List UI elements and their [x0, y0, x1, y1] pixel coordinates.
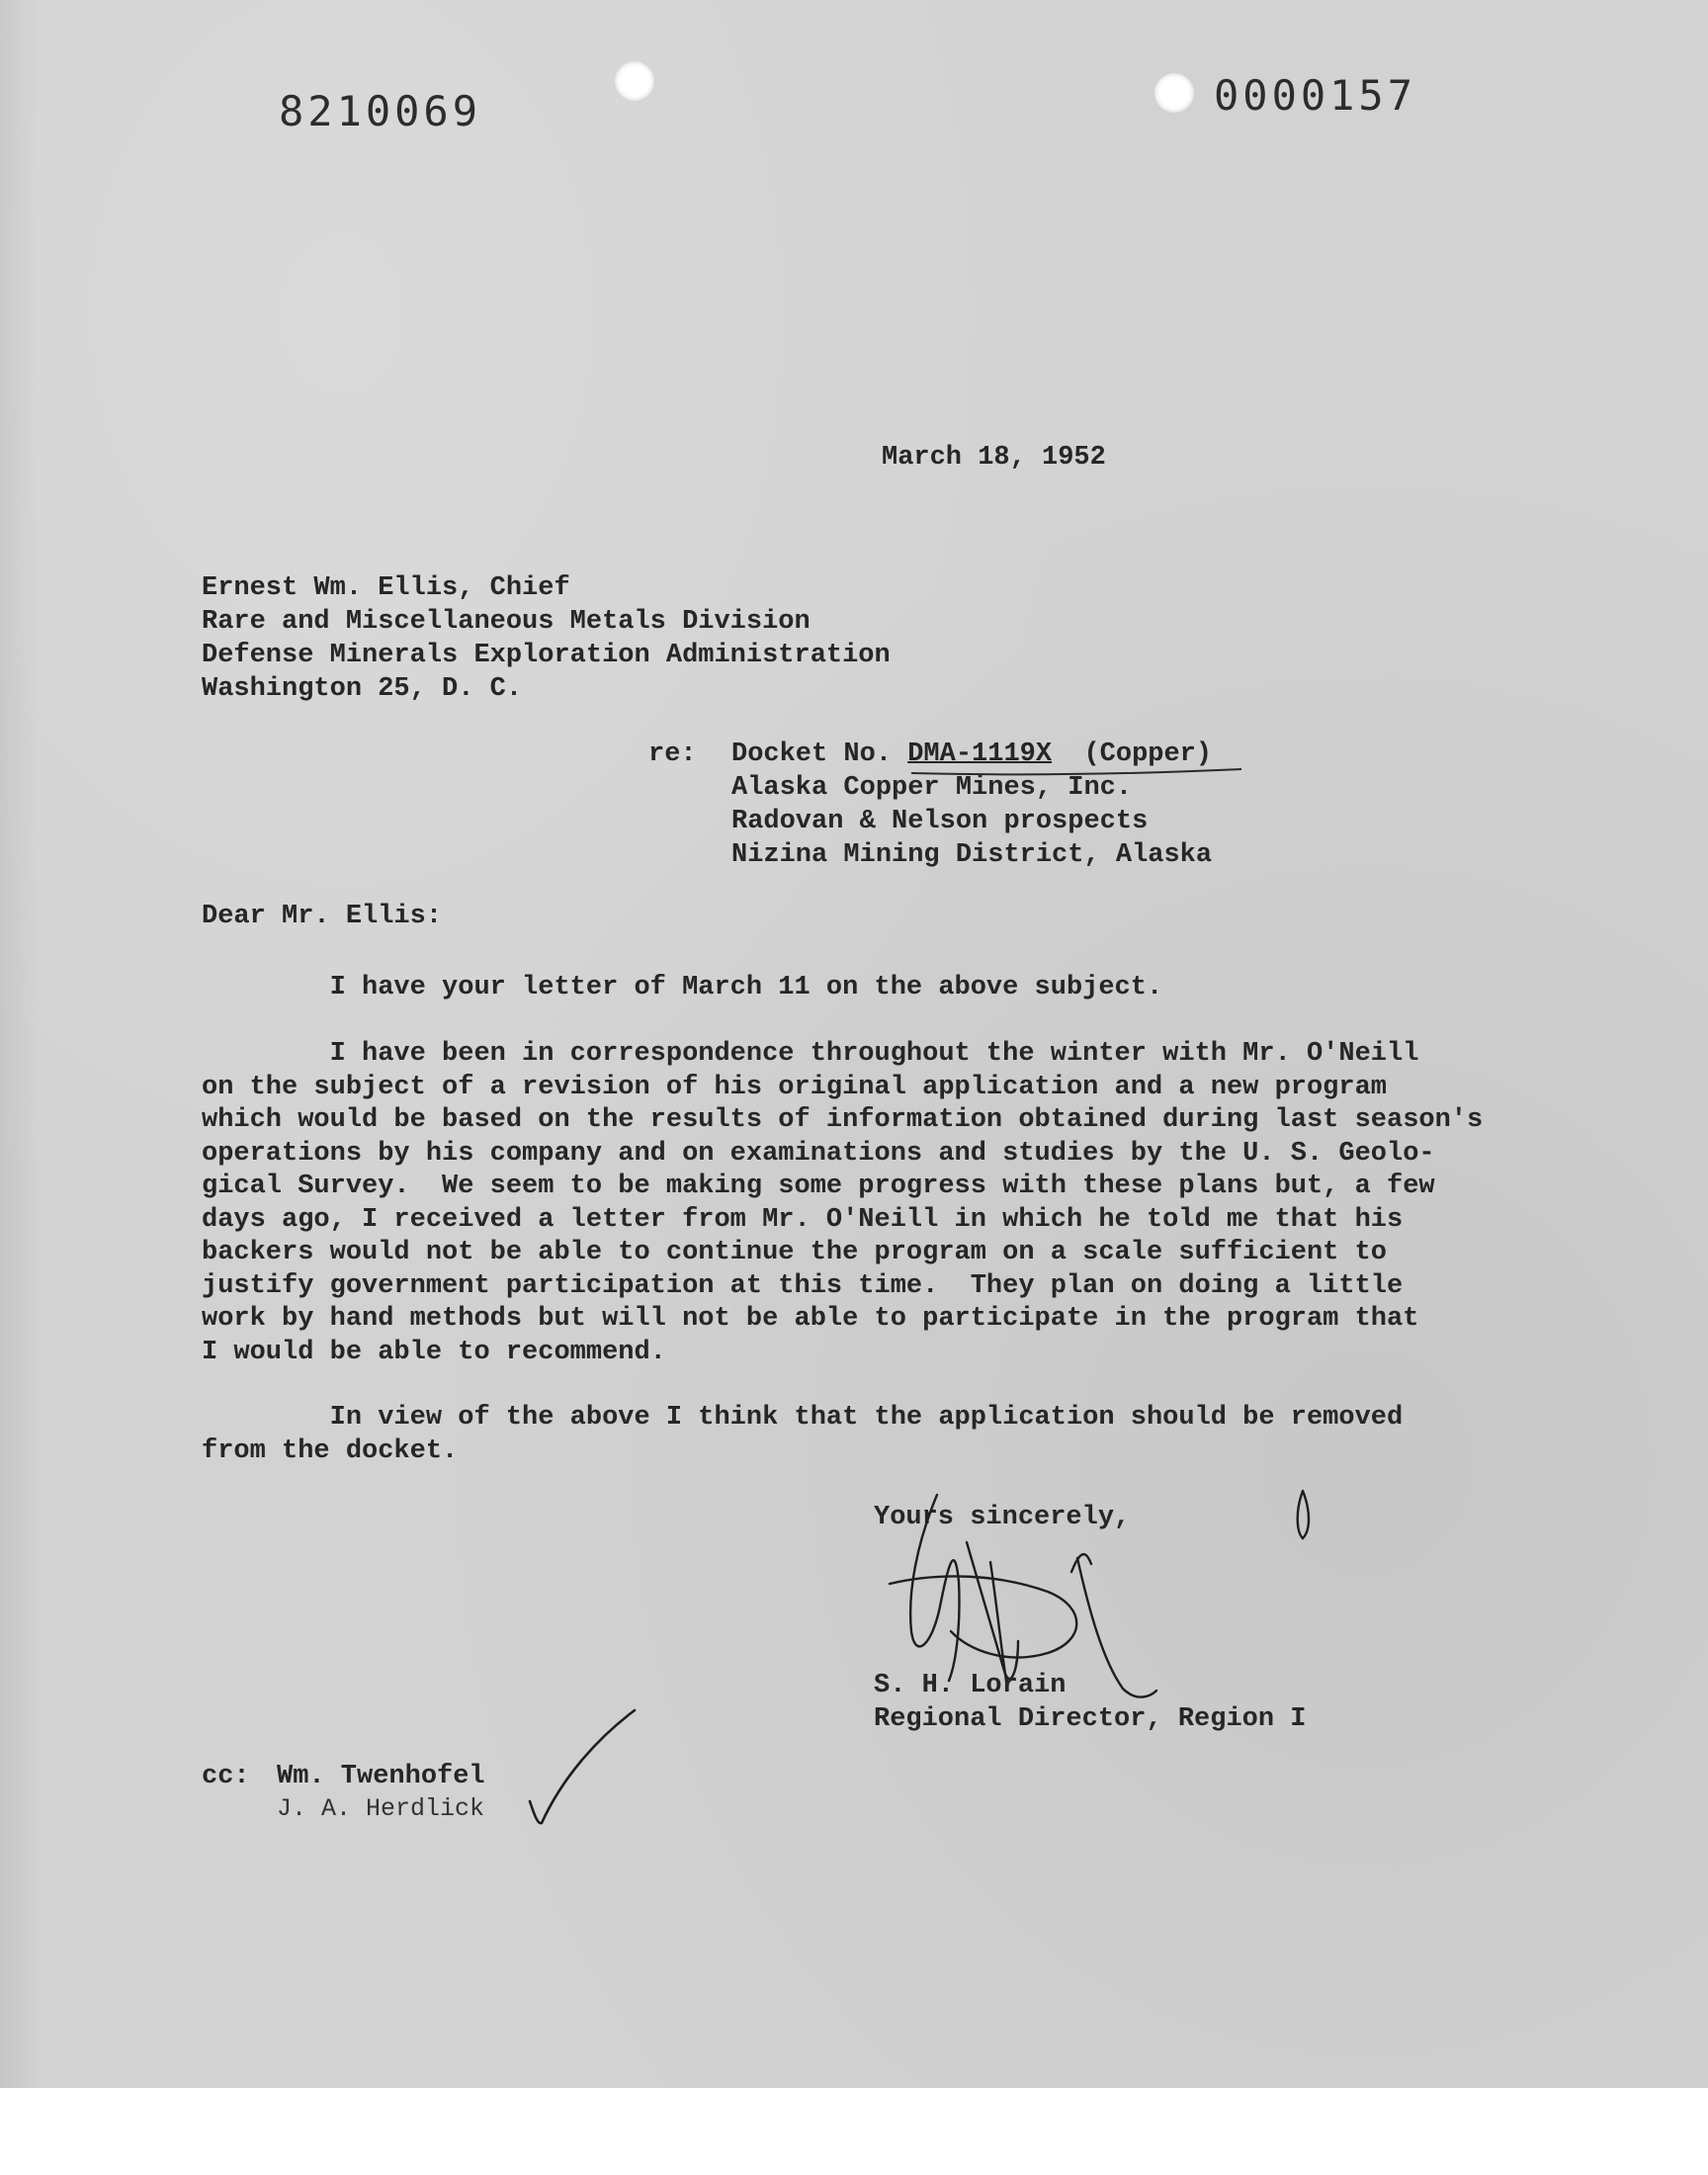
- docket-suffix: (Copper): [1052, 740, 1213, 769]
- reference-line: Nizina Mining District, Alaska: [731, 840, 1213, 870]
- docket-prefix: Docket No.: [731, 740, 908, 769]
- paragraph-line: days ago, I received a letter from Mr. O'Neill in which he told me that his: [202, 1204, 1404, 1235]
- paragraph-line: from the docket.: [202, 1436, 459, 1466]
- cc-recipient-2: J. A. Herdlick: [277, 1794, 485, 1823]
- paragraph-1: I have your letter of March 11 on the above subject.: [202, 973, 1163, 1002]
- closing: Yours sincerely,: [874, 1503, 1131, 1532]
- paragraph-line: which would be based on the results of information obtained during last season's: [202, 1105, 1484, 1135]
- reference-line: Alaska Copper Mines, Inc.: [731, 773, 1133, 803]
- signer-name: S. H. Lorain: [874, 1671, 1067, 1700]
- file-number-left: 8210069: [279, 87, 482, 135]
- paragraph-line: operations by his company and on examinations and studies by the U. S. Geolo-: [202, 1138, 1435, 1169]
- letter-date: March 18, 1952: [882, 443, 1106, 473]
- signer-title: Regional Director, Region I: [874, 1704, 1307, 1734]
- reference-label: re:: [648, 740, 697, 769]
- paragraph-line: justify government participation at this time. They plan on doing a little: [202, 1270, 1404, 1301]
- paragraph-line: gical Survey. We seem to be making some progress with these plans but, a few: [202, 1172, 1435, 1201]
- addressee-line: Rare and Miscellaneous Metals Division: [202, 607, 811, 637]
- paragraph-line: on the subject of a revision of his original application and a new program: [202, 1072, 1387, 1102]
- reference-line: Radovan & Nelson prospects: [731, 807, 1149, 836]
- addressee-line: Washington 25, D. C.: [202, 674, 523, 704]
- addressee-line: Ernest Wm. Ellis, Chief: [202, 573, 570, 603]
- paragraph-line: I would be able to recommend.: [202, 1337, 666, 1367]
- paragraph-line: work by hand methods but will not be able to participate in the program that: [202, 1304, 1419, 1334]
- file-number-right: 0000157: [1214, 71, 1417, 120]
- salutation: Dear Mr. Ellis:: [202, 902, 443, 931]
- cc-label: cc:: [202, 1762, 250, 1791]
- paragraph-line: I have been in correspondence throughout the winter with Mr. O'Neill: [202, 1039, 1419, 1069]
- paragraph-line: backers would not be able to continue the program on a scale sufficient to: [202, 1238, 1387, 1267]
- cc-recipient-1: Wm. Twenhofel: [277, 1762, 485, 1791]
- addressee-line: Defense Minerals Exploration Administration: [202, 641, 891, 670]
- paragraph-line: In view of the above I think that the application should be removed: [202, 1403, 1404, 1433]
- docket-number: DMA-1119X: [907, 740, 1053, 769]
